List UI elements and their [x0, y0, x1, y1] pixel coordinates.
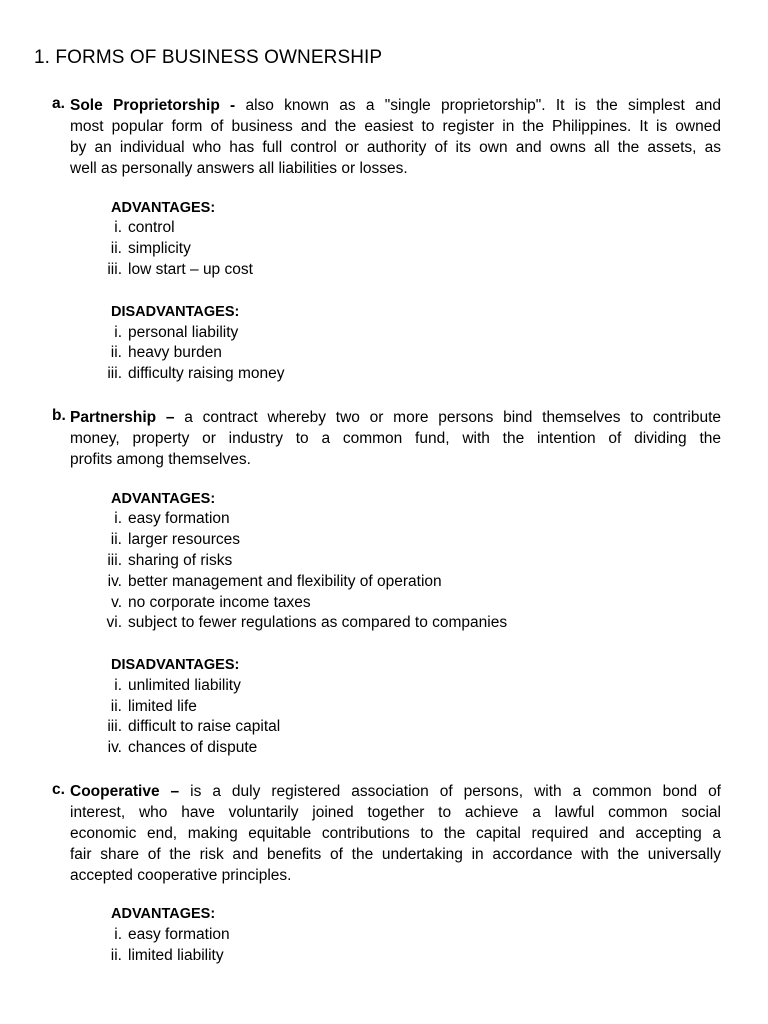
section-description [70, 95, 721, 179]
document-heading: 1. FORMS OF BUSINESS OWNERSHIP [34, 47, 383, 68]
item-text: easy formation [128, 926, 230, 943]
description-line: most popular form of business and the easiest to register in the Philippines. It is owned [70, 118, 721, 135]
item-numeral: v. [111, 594, 122, 611]
list-item [0, 926, 768, 947]
list-item [0, 594, 768, 615]
description-line: money, property or industry to a common fund, with the intention of dividing the [70, 430, 721, 447]
item-numeral: i. [114, 324, 122, 341]
item-text: difficult to raise capital [128, 718, 281, 735]
item-text: personal liability [128, 324, 239, 341]
list-item [0, 552, 768, 573]
item-numeral: iv. [107, 573, 122, 590]
list-item [0, 344, 768, 365]
list-item [0, 365, 768, 386]
item-numeral: i. [114, 219, 122, 236]
item-numeral: ii. [110, 240, 122, 257]
item-text: difficulty raising money [128, 365, 285, 382]
list-item [0, 614, 768, 635]
list-item [0, 261, 768, 282]
description-line: is a duly registered association of persons, with a common bond of [179, 783, 721, 800]
list-item [0, 698, 768, 719]
list-item [0, 510, 768, 531]
item-text: limited liability [128, 947, 224, 964]
item-text: larger resources [128, 531, 240, 548]
item-numeral: iii. [107, 365, 122, 382]
disadvantages-heading: DISADVANTAGES: [111, 657, 240, 673]
description-line: accepted cooperative principles. [70, 867, 292, 884]
item-numeral: ii. [110, 698, 122, 715]
item-numeral: iv. [107, 739, 122, 756]
section-term: Partnership – [70, 409, 175, 426]
advantages-heading: ADVANTAGES: [111, 200, 216, 216]
item-numeral: iii. [107, 552, 122, 569]
section-description [70, 407, 721, 470]
list-item [0, 947, 768, 968]
item-numeral: iii. [107, 261, 122, 278]
advantages-heading: ADVANTAGES: [111, 491, 216, 507]
section-letter: c. [52, 781, 65, 798]
description-line: economic end, making equitable contributions to the capital required and accepting a [70, 825, 721, 842]
item-numeral: iii. [107, 718, 122, 735]
item-text: subject to fewer regulations as compared to companies [128, 614, 508, 631]
section-term: Cooperative – [70, 783, 180, 800]
item-numeral: ii. [110, 531, 122, 548]
list-item [0, 573, 768, 594]
section-letter: a. [52, 95, 65, 112]
advantages-heading: ADVANTAGES: [111, 906, 216, 922]
item-text: sharing of risks [128, 552, 233, 569]
item-numeral: ii. [110, 344, 122, 361]
list-item [0, 677, 768, 698]
item-text: easy formation [128, 510, 230, 527]
item-numeral: ii. [110, 947, 122, 964]
section-term: Sole Proprietorship - [70, 97, 236, 114]
item-text: heavy burden [128, 344, 222, 361]
section-letter: b. [52, 407, 66, 424]
description-line: a contract whereby two or more persons bind themselves to contribute [174, 409, 721, 426]
description-line: interest, who have voluntarily joined together to achieve a lawful common social [70, 804, 721, 821]
list-item [0, 531, 768, 552]
list-item [0, 240, 768, 261]
list-item [0, 219, 768, 240]
item-text: better management and flexibility of operation [128, 573, 442, 590]
item-numeral: i. [114, 926, 122, 943]
item-numeral: vi. [106, 614, 122, 631]
item-numeral: i. [114, 677, 122, 694]
item-text: control [128, 219, 175, 236]
item-numeral: i. [114, 510, 122, 527]
item-text: limited life [128, 698, 197, 715]
item-text: chances of dispute [128, 739, 258, 756]
item-text: low start – up cost [128, 261, 253, 278]
description-line: well as personally answers all liabilities or losses. [70, 160, 408, 177]
description-line: profits among themselves. [70, 451, 251, 468]
list-item [0, 324, 768, 345]
list-item [0, 718, 768, 739]
description-line: also known as a "single proprietorship". It is the simplest and [235, 97, 721, 114]
list-item [0, 739, 768, 760]
section-description [70, 781, 721, 886]
description-line: fair share of the risk and benefits of the undertaking in accordance with the universally [70, 846, 721, 863]
disadvantages-heading: DISADVANTAGES: [111, 304, 240, 320]
description-line: by an individual who has full control or authority of its own and owns all the assets, as [70, 139, 721, 156]
item-text: unlimited liability [128, 677, 241, 694]
item-text: simplicity [128, 240, 191, 257]
item-text: no corporate income taxes [128, 594, 311, 611]
